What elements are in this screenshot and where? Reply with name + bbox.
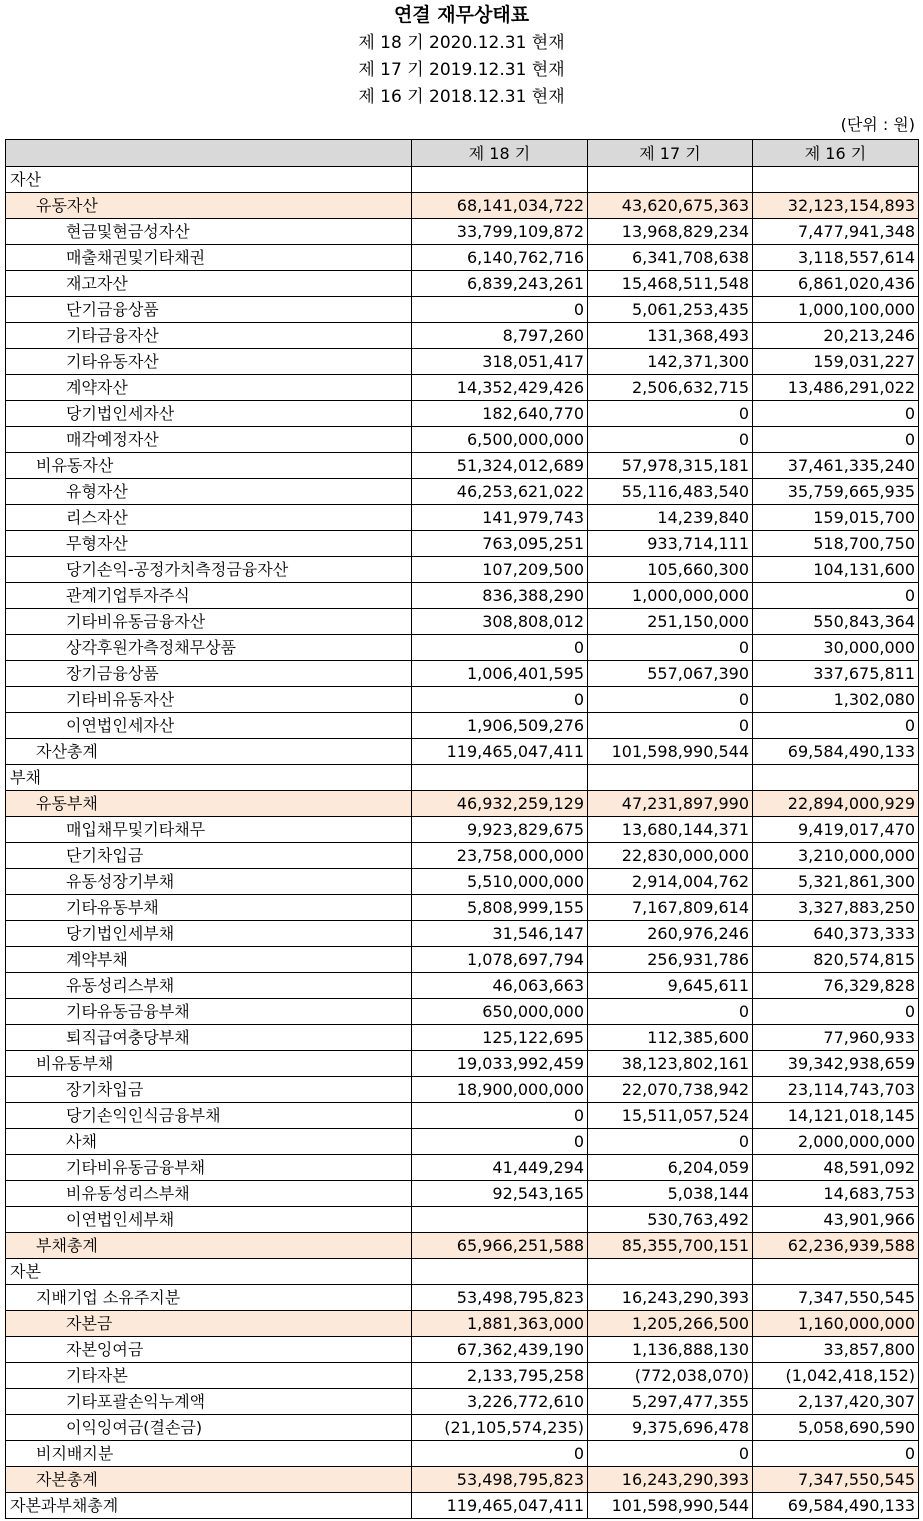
amount-cell: 55,116,483,540 — [588, 479, 753, 505]
table-row — [6, 167, 919, 193]
row-label: 지배기업 소유주지분 — [6, 1285, 412, 1311]
amount-cell — [753, 765, 919, 791]
row-label: 이익잉여금(결손금) — [6, 1415, 412, 1441]
amount-cell: 23,758,000,000 — [412, 843, 588, 869]
amount-cell: 0 — [412, 687, 588, 713]
table-row — [6, 1467, 919, 1493]
amount-cell: 0 — [588, 1129, 753, 1155]
table-row — [6, 323, 919, 349]
row-label: 당기법인세부채 — [6, 921, 412, 947]
amount-cell: 13,486,291,022 — [753, 375, 919, 401]
table-row — [6, 635, 919, 661]
amount-cell: 47,231,897,990 — [588, 791, 753, 817]
amount-cell: 53,498,795,823 — [412, 1285, 588, 1311]
amount-cell: 15,511,057,524 — [588, 1103, 753, 1129]
table-row — [6, 531, 919, 557]
row-label: 유동부채 — [6, 791, 412, 817]
amount-cell — [753, 1259, 919, 1285]
amount-cell: 1,000,000,000 — [588, 583, 753, 609]
amount-cell: 53,498,795,823 — [412, 1467, 588, 1493]
table-row — [6, 1129, 919, 1155]
table-body — [6, 167, 919, 1519]
table-row — [6, 687, 919, 713]
amount-cell: 77,960,933 — [753, 1025, 919, 1051]
amount-cell: 46,932,259,129 — [412, 791, 588, 817]
amount-cell: 22,894,000,929 — [753, 791, 919, 817]
row-label: 장기차입금 — [6, 1077, 412, 1103]
amount-cell: 41,449,294 — [412, 1155, 588, 1181]
table-row — [6, 1389, 919, 1415]
period-line-17: 제 17 기 2019.12.31 현재 — [358, 60, 565, 80]
amount-cell: 2,000,000,000 — [753, 1129, 919, 1155]
amount-cell: 550,843,364 — [753, 609, 919, 635]
amount-cell: 112,385,600 — [588, 1025, 753, 1051]
amount-cell: 2,914,004,762 — [588, 869, 753, 895]
row-label: 당기손익인식금융부채 — [6, 1103, 412, 1129]
amount-cell: 76,329,828 — [753, 973, 919, 999]
amount-cell: 5,058,690,590 — [753, 1415, 919, 1441]
row-label: 기타자본 — [6, 1363, 412, 1389]
amount-cell: 22,830,000,000 — [588, 843, 753, 869]
row-label: 장기금융상품 — [6, 661, 412, 687]
amount-cell: 3,210,000,000 — [753, 843, 919, 869]
table-row — [6, 193, 919, 219]
row-label: 계약자산 — [6, 375, 412, 401]
amount-cell: 933,714,111 — [588, 531, 753, 557]
amount-cell: (21,105,574,235) — [412, 1415, 588, 1441]
amount-cell: 1,906,509,276 — [412, 713, 588, 739]
table-row — [6, 1233, 919, 1259]
amount-cell: 159,031,227 — [753, 349, 919, 375]
header-period-16: 제 16 기 — [753, 140, 919, 167]
table-row — [6, 1337, 919, 1363]
amount-cell — [588, 765, 753, 791]
amount-cell: 16,243,290,393 — [588, 1285, 753, 1311]
amount-cell: 57,978,315,181 — [588, 453, 753, 479]
amount-cell: 1,205,266,500 — [588, 1311, 753, 1337]
row-label: 기타유동부채 — [6, 895, 412, 921]
amount-cell: 6,140,762,716 — [412, 245, 588, 271]
amount-cell: 107,209,500 — [412, 557, 588, 583]
amount-cell: 0 — [588, 999, 753, 1025]
amount-cell: 31,546,147 — [412, 921, 588, 947]
amount-cell: 32,123,154,893 — [753, 193, 919, 219]
row-label: 퇴직급여충당부채 — [6, 1025, 412, 1051]
amount-cell: 101,598,990,544 — [588, 739, 753, 765]
amount-cell: 318,051,417 — [412, 349, 588, 375]
row-label: 기타비유동금융자산 — [6, 609, 412, 635]
amount-cell: 14,239,840 — [588, 505, 753, 531]
period-line-16: 제 16 기 2018.12.31 현재 — [358, 87, 565, 107]
amount-cell: 1,006,401,595 — [412, 661, 588, 687]
table-row — [6, 973, 919, 999]
row-label: 리스자산 — [6, 505, 412, 531]
amount-cell: 3,327,883,250 — [753, 895, 919, 921]
amount-cell: 20,213,246 — [753, 323, 919, 349]
amount-cell: 557,067,390 — [588, 661, 753, 687]
table-row — [6, 1363, 919, 1389]
table-row — [6, 1285, 919, 1311]
row-label: 기타비유동금융부채 — [6, 1155, 412, 1181]
row-label: 자본잉여금 — [6, 1337, 412, 1363]
table-row — [6, 791, 919, 817]
amount-cell: 39,342,938,659 — [753, 1051, 919, 1077]
amount-cell: 182,640,770 — [412, 401, 588, 427]
amount-cell: (772,038,070) — [588, 1363, 753, 1389]
amount-cell: 9,375,696,478 — [588, 1415, 753, 1441]
amount-cell: 19,033,992,459 — [412, 1051, 588, 1077]
amount-cell: 37,461,335,240 — [753, 453, 919, 479]
table-row — [6, 297, 919, 323]
amount-cell: 46,253,621,022 — [412, 479, 588, 505]
amount-cell: 7,167,809,614 — [588, 895, 753, 921]
amount-cell: 69,584,490,133 — [753, 1493, 919, 1519]
table-row — [6, 427, 919, 453]
amount-cell: 38,123,802,161 — [588, 1051, 753, 1077]
row-label: 재고자산 — [6, 271, 412, 297]
row-label: 자본과부채총계 — [6, 1493, 412, 1519]
row-label: 당기손익-공정가치측정금융자산 — [6, 557, 412, 583]
amount-cell: 43,901,966 — [753, 1207, 919, 1233]
table-row — [6, 869, 919, 895]
amount-cell: 0 — [588, 401, 753, 427]
amount-cell: 23,114,743,703 — [753, 1077, 919, 1103]
amount-cell: 33,799,109,872 — [412, 219, 588, 245]
amount-cell: 5,297,477,355 — [588, 1389, 753, 1415]
row-label: 기타포괄손익누계액 — [6, 1389, 412, 1415]
row-label: 기타유동금융부채 — [6, 999, 412, 1025]
amount-cell: 0 — [412, 1441, 588, 1467]
row-label: 유동자산 — [6, 193, 412, 219]
amount-cell: 22,070,738,942 — [588, 1077, 753, 1103]
amount-cell: 1,078,697,794 — [412, 947, 588, 973]
row-label: 자본 — [6, 1259, 412, 1285]
header-item — [6, 140, 412, 167]
amount-cell: 2,137,420,307 — [753, 1389, 919, 1415]
amount-cell — [412, 1259, 588, 1285]
row-label: 현금및현금성자산 — [6, 219, 412, 245]
table-row — [6, 245, 919, 271]
row-label: 부채 — [6, 765, 412, 791]
amount-cell: 51,324,012,689 — [412, 453, 588, 479]
table-row — [6, 1025, 919, 1051]
amount-cell: 0 — [753, 401, 919, 427]
amount-cell: 8,797,260 — [412, 323, 588, 349]
amount-cell: 119,465,047,411 — [412, 1493, 588, 1519]
amount-cell: 65,966,251,588 — [412, 1233, 588, 1259]
amount-cell: 104,131,600 — [753, 557, 919, 583]
amount-cell: 260,976,246 — [588, 921, 753, 947]
table-row — [6, 1103, 919, 1129]
amount-cell: 0 — [753, 999, 919, 1025]
amount-cell: 15,468,511,548 — [588, 271, 753, 297]
row-label: 기타비유동자산 — [6, 687, 412, 713]
row-label: 사채 — [6, 1129, 412, 1155]
row-label: 자본총계 — [6, 1467, 412, 1493]
row-label: 자산총계 — [6, 739, 412, 765]
table-row — [6, 713, 919, 739]
table-row — [6, 479, 919, 505]
amount-cell: 35,759,665,935 — [753, 479, 919, 505]
row-label: 관계기업투자주식 — [6, 583, 412, 609]
row-label: 유동성리스부채 — [6, 973, 412, 999]
amount-cell: 3,118,557,614 — [753, 245, 919, 271]
table-row — [6, 349, 919, 375]
table-row — [6, 1441, 919, 1467]
amount-cell: 62,236,939,588 — [753, 1233, 919, 1259]
row-label: 단기차입금 — [6, 843, 412, 869]
amount-cell — [588, 1259, 753, 1285]
amount-cell: 48,591,092 — [753, 1155, 919, 1181]
table-row — [6, 947, 919, 973]
row-label: 자본금 — [6, 1311, 412, 1337]
table-row — [6, 219, 919, 245]
amount-cell: 0 — [588, 687, 753, 713]
amount-cell — [412, 765, 588, 791]
table-row — [6, 1155, 919, 1181]
amount-cell: 5,510,000,000 — [412, 869, 588, 895]
table-row — [6, 557, 919, 583]
amount-cell: 7,347,550,545 — [753, 1467, 919, 1493]
amount-cell: 105,660,300 — [588, 557, 753, 583]
amount-cell: 131,368,493 — [588, 323, 753, 349]
row-label: 무형자산 — [6, 531, 412, 557]
table-row — [6, 895, 919, 921]
amount-cell: 1,136,888,130 — [588, 1337, 753, 1363]
amount-cell: 0 — [588, 635, 753, 661]
table-row — [6, 661, 919, 687]
amount-cell: 9,923,829,675 — [412, 817, 588, 843]
amount-cell: 0 — [753, 427, 919, 453]
header-period-18: 제 18 기 — [412, 140, 588, 167]
amount-cell: 159,015,700 — [753, 505, 919, 531]
amount-cell: 2,506,632,715 — [588, 375, 753, 401]
amount-cell: 6,861,020,436 — [753, 271, 919, 297]
amount-cell: 18,900,000,000 — [412, 1077, 588, 1103]
amount-cell: 0 — [412, 1103, 588, 1129]
amount-cell: 6,341,708,638 — [588, 245, 753, 271]
row-label: 매출채권및기타채권 — [6, 245, 412, 271]
amount-cell: 6,204,059 — [588, 1155, 753, 1181]
amount-cell — [412, 167, 588, 193]
row-label: 매각예정자산 — [6, 427, 412, 453]
amount-cell: 5,808,999,155 — [412, 895, 588, 921]
row-label: 이연법인세자산 — [6, 713, 412, 739]
amount-cell: 6,500,000,000 — [412, 427, 588, 453]
amount-cell: 0 — [588, 713, 753, 739]
amount-cell: 0 — [412, 297, 588, 323]
table-row — [6, 1259, 919, 1285]
amount-cell — [412, 1207, 588, 1233]
amount-cell: 7,347,550,545 — [753, 1285, 919, 1311]
table-row — [6, 1207, 919, 1233]
amount-cell: 0 — [753, 583, 919, 609]
amount-cell: 16,243,290,393 — [588, 1467, 753, 1493]
amount-cell: 141,979,743 — [412, 505, 588, 531]
amount-cell: 5,321,861,300 — [753, 869, 919, 895]
amount-cell: 67,362,439,190 — [412, 1337, 588, 1363]
amount-cell: 1,302,080 — [753, 687, 919, 713]
row-label: 기타유동자산 — [6, 349, 412, 375]
row-label: 단기금융상품 — [6, 297, 412, 323]
table-row — [6, 505, 919, 531]
table-row — [6, 1493, 919, 1519]
table-row — [6, 843, 919, 869]
amount-cell: 125,122,695 — [412, 1025, 588, 1051]
amount-cell: 9,419,017,470 — [753, 817, 919, 843]
amount-cell: 9,645,611 — [588, 973, 753, 999]
amount-cell: 7,477,941,348 — [753, 219, 919, 245]
row-label: 유동성장기부채 — [6, 869, 412, 895]
amount-cell: 1,881,363,000 — [412, 1311, 588, 1337]
row-label: 이연법인세부채 — [6, 1207, 412, 1233]
row-label: 매입채무및기타채무 — [6, 817, 412, 843]
row-label: 부채총계 — [6, 1233, 412, 1259]
row-label: 비유동부채 — [6, 1051, 412, 1077]
amount-cell: 640,373,333 — [753, 921, 919, 947]
table-row — [6, 765, 919, 791]
row-label: 자산 — [6, 167, 412, 193]
table-row — [6, 375, 919, 401]
table-row — [6, 817, 919, 843]
amount-cell: 0 — [588, 427, 753, 453]
amount-cell: 43,620,675,363 — [588, 193, 753, 219]
header-period-17: 제 17 기 — [588, 140, 753, 167]
amount-cell: 0 — [588, 1441, 753, 1467]
row-label: 비유동자산 — [6, 453, 412, 479]
amount-cell — [753, 167, 919, 193]
amount-cell: 308,808,012 — [412, 609, 588, 635]
amount-cell: 14,683,753 — [753, 1181, 919, 1207]
table-row — [6, 1311, 919, 1337]
row-label: 비지배지분 — [6, 1441, 412, 1467]
amount-cell: 46,063,663 — [412, 973, 588, 999]
table-row — [6, 453, 919, 479]
amount-cell: 836,388,290 — [412, 583, 588, 609]
amount-cell: 530,763,492 — [588, 1207, 753, 1233]
amount-cell: 251,150,000 — [588, 609, 753, 635]
balance-sheet-table — [5, 139, 919, 1519]
amount-cell: 820,574,815 — [753, 947, 919, 973]
amount-cell: 14,121,018,145 — [753, 1103, 919, 1129]
row-label: 계약부채 — [6, 947, 412, 973]
amount-cell: 1,000,100,000 — [753, 297, 919, 323]
amount-cell: 256,931,786 — [588, 947, 753, 973]
amount-cell: 650,000,000 — [412, 999, 588, 1025]
amount-cell: 337,675,811 — [753, 661, 919, 687]
amount-cell: 3,226,772,610 — [412, 1389, 588, 1415]
unit-label: (단위 : 원) — [840, 115, 915, 134]
row-label: 유형자산 — [6, 479, 412, 505]
table-row — [6, 999, 919, 1025]
amount-cell: 33,857,800 — [753, 1337, 919, 1363]
row-label: 상각후원가측정채무상품 — [6, 635, 412, 661]
amount-cell: 92,543,165 — [412, 1181, 588, 1207]
table-row — [6, 1051, 919, 1077]
amount-cell: 5,038,144 — [588, 1181, 753, 1207]
amount-cell: 763,095,251 — [412, 531, 588, 557]
table-row — [6, 739, 919, 765]
amount-cell: 14,352,429,426 — [412, 375, 588, 401]
amount-cell: 1,160,000,000 — [753, 1311, 919, 1337]
amount-cell: 0 — [412, 1129, 588, 1155]
amount-cell: 101,598,990,544 — [588, 1493, 753, 1519]
row-label: 당기법인세자산 — [6, 401, 412, 427]
amount-cell: 5,061,253,435 — [588, 297, 753, 323]
row-label: 비유동성리스부채 — [6, 1181, 412, 1207]
table-row — [6, 401, 919, 427]
statement-title: 연결 재무상태표 — [393, 4, 530, 26]
amount-cell: 13,680,144,371 — [588, 817, 753, 843]
table-row — [6, 271, 919, 297]
amount-cell: 68,141,034,722 — [412, 193, 588, 219]
amount-cell: 85,355,700,151 — [588, 1233, 753, 1259]
amount-cell: 142,371,300 — [588, 349, 753, 375]
amount-cell: 2,133,795,258 — [412, 1363, 588, 1389]
amount-cell: 13,968,829,234 — [588, 219, 753, 245]
amount-cell: 0 — [412, 635, 588, 661]
amount-cell: 69,584,490,133 — [753, 739, 919, 765]
amount-cell: 119,465,047,411 — [412, 739, 588, 765]
amount-cell: (1,042,418,152) — [753, 1363, 919, 1389]
table-row — [6, 1077, 919, 1103]
table-row — [6, 1181, 919, 1207]
period-line-18: 제 18 기 2020.12.31 현재 — [358, 33, 565, 53]
row-label: 기타금융자산 — [6, 323, 412, 349]
amount-cell: 30,000,000 — [753, 635, 919, 661]
table-row — [6, 1415, 919, 1441]
amount-cell: 6,839,243,261 — [412, 271, 588, 297]
amount-cell: 0 — [753, 713, 919, 739]
table-row — [6, 609, 919, 635]
table-header-row — [6, 140, 919, 167]
table-row — [6, 583, 919, 609]
amount-cell: 0 — [753, 1441, 919, 1467]
amount-cell: 518,700,750 — [753, 531, 919, 557]
table-row — [6, 921, 919, 947]
amount-cell — [588, 167, 753, 193]
